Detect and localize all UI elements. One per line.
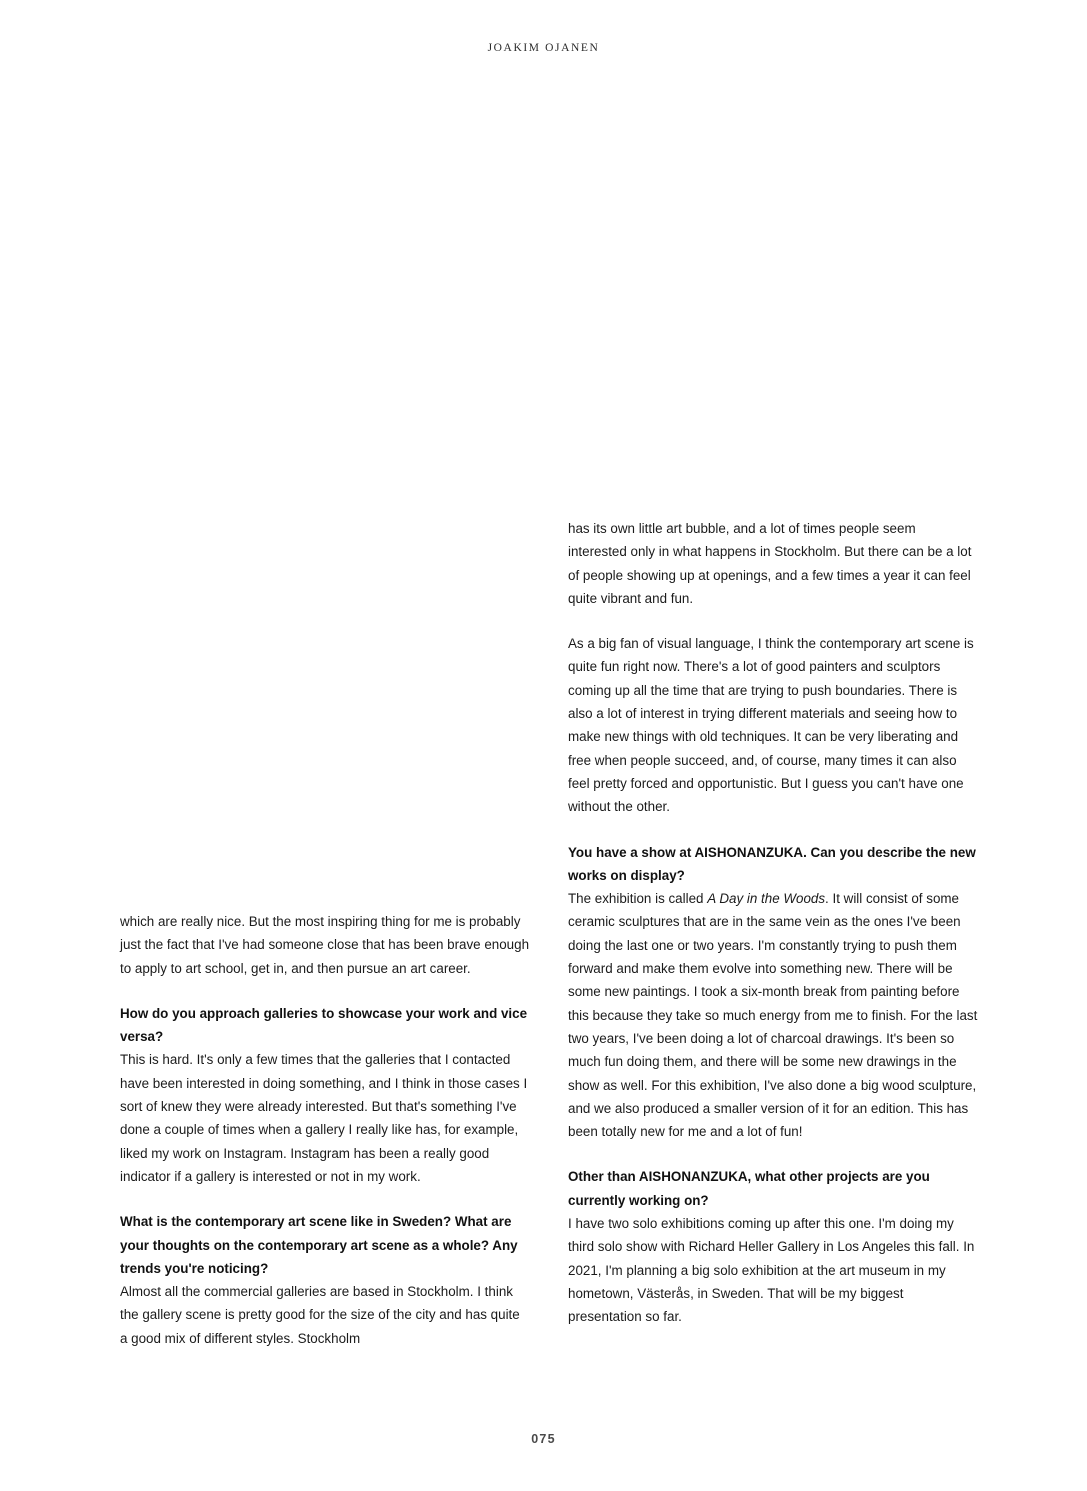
answer-other-projects: I have two solo exhibitions coming up after this one. I'm doing my third solo show with Richard Heller Gallery in Los Angeles this fall. In 2021, I'm planning a big solo exhibition at the art museum in my hometown, Västerås, in Sweden. That will be my biggest presentation so far.	[568, 1216, 975, 1325]
paragraph-visual-language: As a big fan of visual language, I think the contemporary art scene is quite fun right now. There's a lot of good painters and sculptors coming up all the time that are trying to push boundaries. There is also a lot of interest in trying different materials and seeing how to make new things with old techniques. It can be very liberating and free when people succeed, and, of course, many times it can also feel pretty forced and opportunistic. But I guess you can't have one without the other.	[568, 636, 974, 815]
running-head: JOAKIM OJANEN	[487, 42, 600, 54]
question-contemporary-scene: What is the contemporary art scene like in Sweden? What are your thoughts on the contemporary art scene as a whole? Any trends you're noticing?	[120, 1214, 518, 1276]
left-text-column	[120, 910, 530, 1350]
right-text-column	[568, 517, 978, 1329]
paragraph-art-bubble: has its own little art bubble, and a lot of times people seem interested only in what happens in Stockholm. But there can be a lot of people showing up at openings, and a few times a year it can feel quite vibrant and fun.	[568, 521, 972, 606]
exhibition-title: A Day in the Woods	[707, 891, 826, 907]
answer-galleries: This is hard. It's only a few times that the galleries that I contacted have been interested in doing something, and I think in those cases I sort of knew they were already interested. But that's something I've done a couple of times when a gallery I really like has, for example, liked my work on Instagram. Instagram has been a really good indicator if a gallery is interested or not in my work.	[120, 1052, 528, 1184]
answer-contemporary-scene: Almost all the commercial galleries are based in Stockholm. I think the gallery scene is pretty good for the size of the city and has quite a good mix of different styles. Stockholm	[120, 1284, 520, 1346]
question-aishonanzuka-show: You have a show at AISHONANZUKA. Can you describe the new works on display?	[568, 844, 976, 883]
answer-text-after: . It will consist of some ceramic sculptures that are in the same vein as the ones I've been doing the last one or two years. I'm constantly trying to push them forward and make them evolve into something new. There will be some new paintings. I took a six-month break from painting before this because they take so much energy from me to finish. For the last two years, I've been doing a lot of charcoal drawings. It's been so much fun doing them, and there will be some new drawings in the show as well. For this exhibition, I've also done a big wood sculpture, and we also produced a smaller version of it for an edition. This has been totally new for me and a lot of fun!	[568, 891, 978, 1140]
answer-aishonanzuka-show	[568, 887, 978, 1143]
paragraph-inspiration: which are really nice. But the most inspiring thing for me is probably just the fact that I've had someone close that has been brave enough to apply to art school, get in, and then pursue an art career.	[120, 914, 530, 976]
question-galleries: How do you approach galleries to showcase your work and vice versa?	[120, 1005, 528, 1045]
page-number: 075	[531, 1432, 556, 1446]
question-other-projects: Other than AISHONANZUKA, what other projects are you currently working on?	[568, 1169, 930, 1208]
answer-text-before: The exhibition is called	[568, 891, 708, 907]
